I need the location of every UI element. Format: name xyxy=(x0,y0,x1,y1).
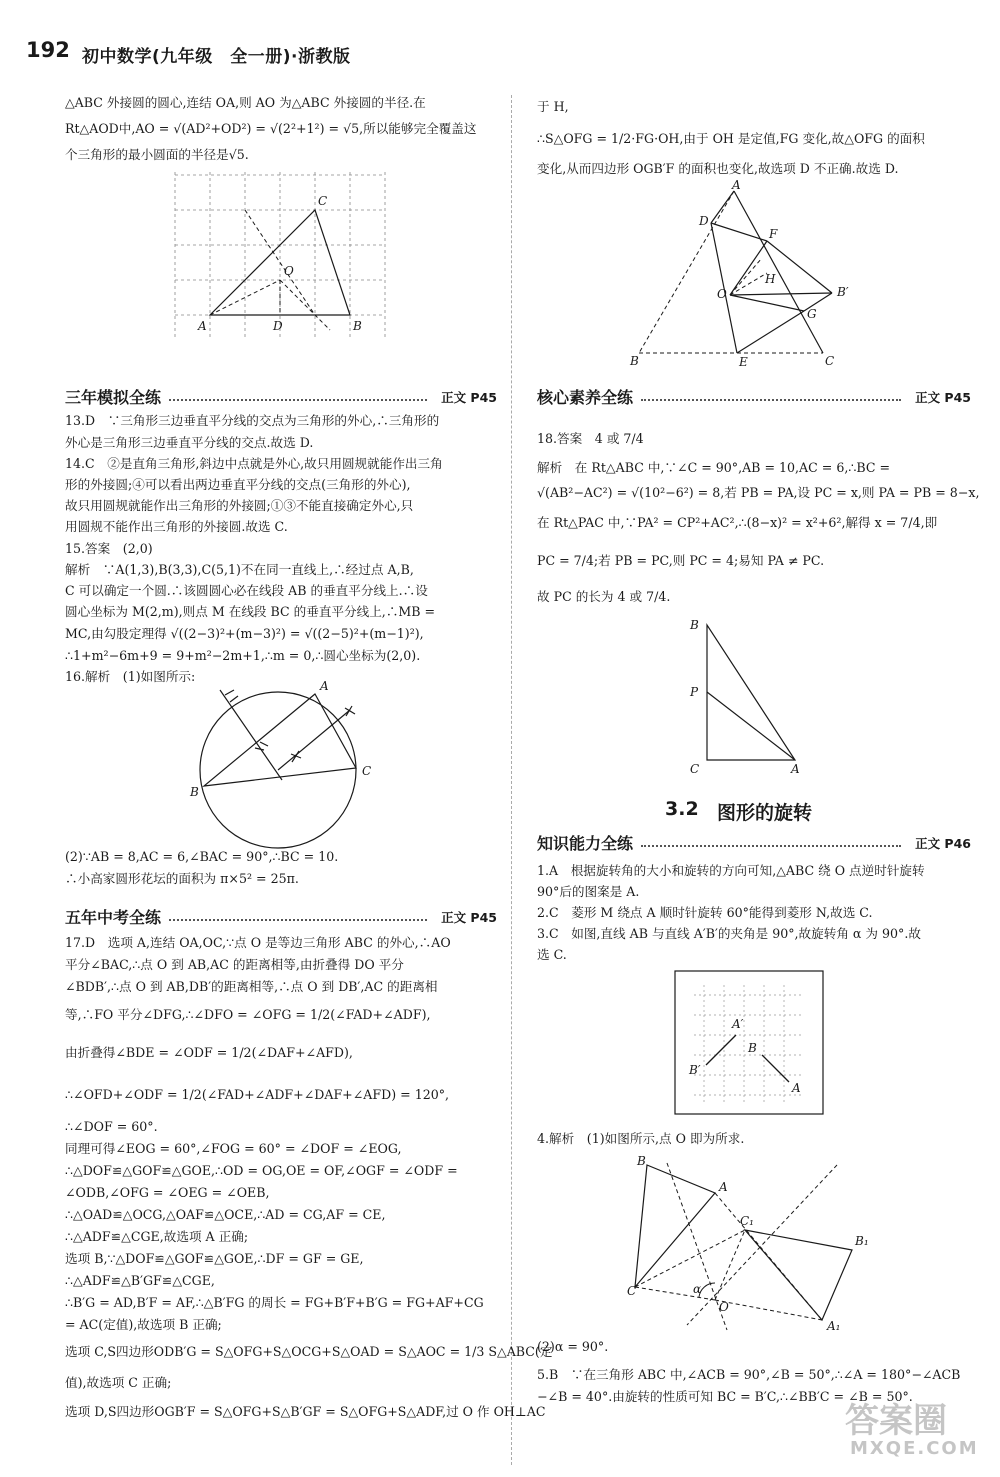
label-A: A xyxy=(198,319,207,333)
label-O: O xyxy=(719,1300,729,1314)
text-line: √(AB²−AC²) = √(10²−6²) = 8,若 PB = PA,设 PC = x,则 PA = PB = 8−x, xyxy=(537,485,980,500)
book-title: 初中数学(九年级 全一册)·浙教版 xyxy=(82,47,351,67)
text-line: 14.C ②是直角三角形,斜边中点就是外心,故只用圆规就能作出三角 xyxy=(65,456,443,471)
section-title: 知识能力全练 xyxy=(537,834,634,853)
text-line: 18.答案 4 或 7/4 xyxy=(537,431,644,446)
dotted-rule xyxy=(641,845,901,847)
text-line: ∴1+m²−6m+9 = 9+m²−2m+1,∴m = 0,∴圆心坐标为(2,0). xyxy=(65,648,421,663)
text-line: Rt△AOD中,AO = √(AD²+OD²) = √(2²+1²) = √5,所以能够完全覆盖这 xyxy=(65,121,477,136)
text-line: ∠BDB′,∴点 O 到 AB,DB′的距离相等,∴点 O 到 DB′,AC 的距离相 xyxy=(65,979,438,994)
label-G: G xyxy=(807,307,817,321)
label-O: O xyxy=(284,264,294,278)
section-header-core-literacy xyxy=(537,385,971,409)
text-line: ∴△ADF≌△B′GF≌△CGE, xyxy=(65,1273,215,1288)
text-line: = AC(定值),故选项 B 正确; xyxy=(65,1317,222,1332)
section-title: 三年模拟全练 xyxy=(65,388,162,407)
text-line: ∴△DOF≌△GOF≌△GOE,∴OD = OG,OE = OF,∠OGF = ∠ODF = xyxy=(65,1163,458,1178)
text-line: 4.解析 (1)如图所示,点 O 即为所求. xyxy=(537,1131,745,1146)
text-line: ∴S△OFG = 1/2·FG·OH,由于 OH 是定值,FG 变化,故△OFG 的面积 xyxy=(537,131,925,146)
watermark-url: MXQE.COM xyxy=(850,1438,979,1459)
label-A: A xyxy=(719,1180,728,1194)
label-A: A xyxy=(791,762,800,776)
label-F: F xyxy=(769,227,778,241)
text-line: 16.解析 (1)如图所示: xyxy=(65,669,196,684)
text-line: 同理可得∠EOG = 60°,∠FOG = 60° = ∠DOF = ∠EOG, xyxy=(65,1141,402,1156)
text-line: 用圆规不能作出三角形的外接圆.故选 C. xyxy=(65,519,288,534)
label-A-prime: A′ xyxy=(732,1017,744,1031)
text-line: 13.D ∵三角形三边垂直平分线的交点为三角形的外心,∴三角形的 xyxy=(65,413,440,428)
dotted-rule xyxy=(641,399,901,401)
label-C: C xyxy=(690,762,700,776)
dotted-rule xyxy=(169,919,427,921)
text-line: 圆心坐标为 M(2,m),则点 M 在线段 BC 的垂直平分线上,∴MB = xyxy=(65,604,436,619)
text-line: △ABC 外接圆的圆心,连结 OA,则 AO 为△ABC 外接圆的半径.在 xyxy=(65,95,426,110)
text-line: 选项 B,∵△DOF≌△GOF≌△GOE,∴DF = GF = GE, xyxy=(65,1251,364,1266)
label-C: C xyxy=(825,354,835,368)
figure-circle-construction xyxy=(180,680,380,845)
label-B: B xyxy=(637,1154,646,1168)
text-line: C 可以确定一个圆.∴该圆圆心必在线段 AB 的垂直平分线上.∴设 xyxy=(65,583,428,598)
text-line: ∴小高家圆形花坛的面积为 π×5² = 25π. xyxy=(65,871,299,886)
label-B: B xyxy=(630,354,639,368)
column-divider xyxy=(511,95,512,1465)
label-D: D xyxy=(273,319,283,333)
label-B1: B₁ xyxy=(855,1234,869,1248)
section-ref: 正文 P45 xyxy=(441,910,497,925)
chapter-title: 图形的旋转 xyxy=(717,802,813,824)
label-B: B xyxy=(748,1041,757,1055)
figure-rotation-grid xyxy=(674,970,824,1115)
watermark-logo: 答案圈 xyxy=(845,1401,947,1441)
section-ref: 正文 P45 xyxy=(441,390,497,405)
label-B: B xyxy=(190,785,199,799)
text-line: 由折叠得∠BDE = ∠ODF = 1/2(∠DAF+∠AFD), xyxy=(65,1045,353,1060)
section-header-knowledge xyxy=(537,831,971,855)
figure-folded-triangle xyxy=(627,178,867,369)
section-header-five-year xyxy=(65,905,497,929)
text-line: 3.C 如图,直线 AB 与直线 A′B′的夹角是 90°,故旋转角 α 为 90°.故 xyxy=(537,926,921,941)
text-line: 选 C. xyxy=(537,947,567,962)
section-header-three-year xyxy=(65,385,497,409)
text-line: ∴∠DOF = 60°. xyxy=(65,1119,158,1134)
text-line: 15.答案 (2,0) xyxy=(65,541,153,556)
figure-triangle-grid xyxy=(170,170,390,340)
text-line: 平分∠BAC,∴点 O 到 AB,AC 的距离相等,由折叠得 DO 平分 xyxy=(65,957,404,972)
text-line: 形的外接圆;④可以看出两边垂直平分线的交点(三角形的外心), xyxy=(65,477,411,492)
label-E: E xyxy=(739,355,748,369)
section-ref: 正文 P45 xyxy=(915,390,971,405)
label-C1: C₁ xyxy=(740,1214,754,1228)
text-line: 2.C 菱形 M 绕点 A 顺时针旋转 60°能得到菱形 N,故选 C. xyxy=(537,905,873,920)
section-ref: 正文 P46 xyxy=(915,836,971,851)
text-line: 等,∴FO 平分∠DFG,∴∠DFO = ∠OFG = 1/2(∠FAD+∠ADF), xyxy=(65,1007,431,1022)
label-A: A xyxy=(792,1081,801,1095)
label-H: H xyxy=(765,272,776,286)
text-line: PC = 7/4;若 PB = PC,则 PC = 4;易知 PA ≠ PC. xyxy=(537,553,825,568)
right-column xyxy=(537,95,980,1477)
chapter-number: 3.2 xyxy=(665,798,699,820)
text-line: 17.D 选项 A,连结 OA,OC,∵点 O 是等边三角形 ABC 的外心,∴AO xyxy=(65,935,451,950)
section-title: 核心素养全练 xyxy=(537,388,634,407)
text-line: 个三角形的最小圆面的半径是√5. xyxy=(65,147,249,162)
text-line: ∠ODB,∠OFG = ∠OEG = ∠OEB, xyxy=(65,1185,270,1200)
label-alpha: α xyxy=(693,1282,702,1296)
label-C: C xyxy=(362,764,372,778)
label-O: O xyxy=(717,287,727,301)
text-line: ∴B′G = AD,B′F = AF,∴△B′FG 的周长 = FG+B′F+B′G = FG+AF+CG xyxy=(65,1295,484,1310)
label-C: C xyxy=(318,194,328,208)
text-line: (2)α = 90°. xyxy=(537,1339,609,1354)
text-line: (2)∵AB = 8,AC = 6,∠BAC = 90°,∴BC = 10. xyxy=(65,849,339,864)
label-B: B xyxy=(690,618,699,632)
label-B: B xyxy=(353,319,362,333)
text-line: 在 Rt△PAC 中,∵PA² = CP²+AC²,∴(8−x)² = x²+6²,解得 x = 7/4,即 xyxy=(537,515,938,530)
text-line: 90°后的图案是 A. xyxy=(537,884,640,899)
text-line: 1.A 根据旋转角的大小和旋转的方向可知,△ABC 绕 O 点逆时针旋转 xyxy=(537,863,925,878)
text-line: 解析 ∵A(1,3),B(3,3),C(5,1)不在同一直线上,∴经过点 A,B, xyxy=(65,562,414,577)
text-line: 值),故选项 C 正确; xyxy=(65,1375,172,1390)
figure-right-triangle xyxy=(687,615,817,775)
text-line: 于 H, xyxy=(537,99,569,114)
text-line: 变化,从而四边形 OGB′F 的面积也变化,故选项 D 不正确.故选 D. xyxy=(537,161,899,176)
text-line: 外心是三角形三边垂直平分线的交点.故选 D. xyxy=(65,435,314,450)
text-line: 5.B ∵在三角形 ABC 中,∠ACB = 90°,∠B = 50°,∴∠A = 180°−∠ACB xyxy=(537,1367,961,1382)
label-A: A xyxy=(732,178,741,192)
text-line: 选项 C,S四边形ODB′G = S△OFG+S△OCG+S△OAD = S△AOC = 1/3 S△ABC(定 xyxy=(65,1344,553,1359)
text-line: ∴△OAD≌△OCG,△OAF≌△OCE,∴AD = CG,AF = CE, xyxy=(65,1207,386,1222)
text-line: 选项 D,S四边形OGB′F = S△OFG+S△B′GF = S△OFG+S△ADF,过 O 作 OH⊥AC xyxy=(65,1404,546,1419)
dotted-rule xyxy=(169,399,427,401)
page-number: 192 xyxy=(26,38,70,62)
label-B-prime: B′ xyxy=(689,1063,701,1077)
label-A: A xyxy=(320,679,329,693)
section-title: 五年中考全练 xyxy=(65,908,162,927)
label-B-prime: B′ xyxy=(837,285,849,299)
text-line: 解析 在 Rt△ABC 中,∵∠C = 90°,AB = 10,AC = 6,∴BC = xyxy=(537,460,891,475)
text-line: 故 PC 的长为 4 或 7/4. xyxy=(537,589,671,604)
label-P: P xyxy=(690,685,699,699)
label-A1: A₁ xyxy=(827,1319,841,1333)
text-line: MC,由勾股定理得 √((2−3)²+(m−3)²) = √((2−5)²+(m−1)²), xyxy=(65,626,424,641)
text-line: −∠B = 40°.由旋转的性质可知 BC = B′C,∴∠BB′C = ∠B = 50°. xyxy=(537,1389,913,1404)
label-D: D xyxy=(699,214,709,228)
text-line: 故只用圆规就能作出三角形的外接圆;①③不能直接确定外心,只 xyxy=(65,498,414,513)
figure-rotation-center xyxy=(627,1155,867,1333)
label-C: C xyxy=(627,1284,637,1298)
text-line: ∴△ADF≌△CGE,故选项 A 正确; xyxy=(65,1229,249,1244)
text-line: ∴∠OFD+∠ODF = 1/2(∠FAD+∠ADF+∠DAF+∠AFD) = 120°, xyxy=(65,1087,450,1102)
